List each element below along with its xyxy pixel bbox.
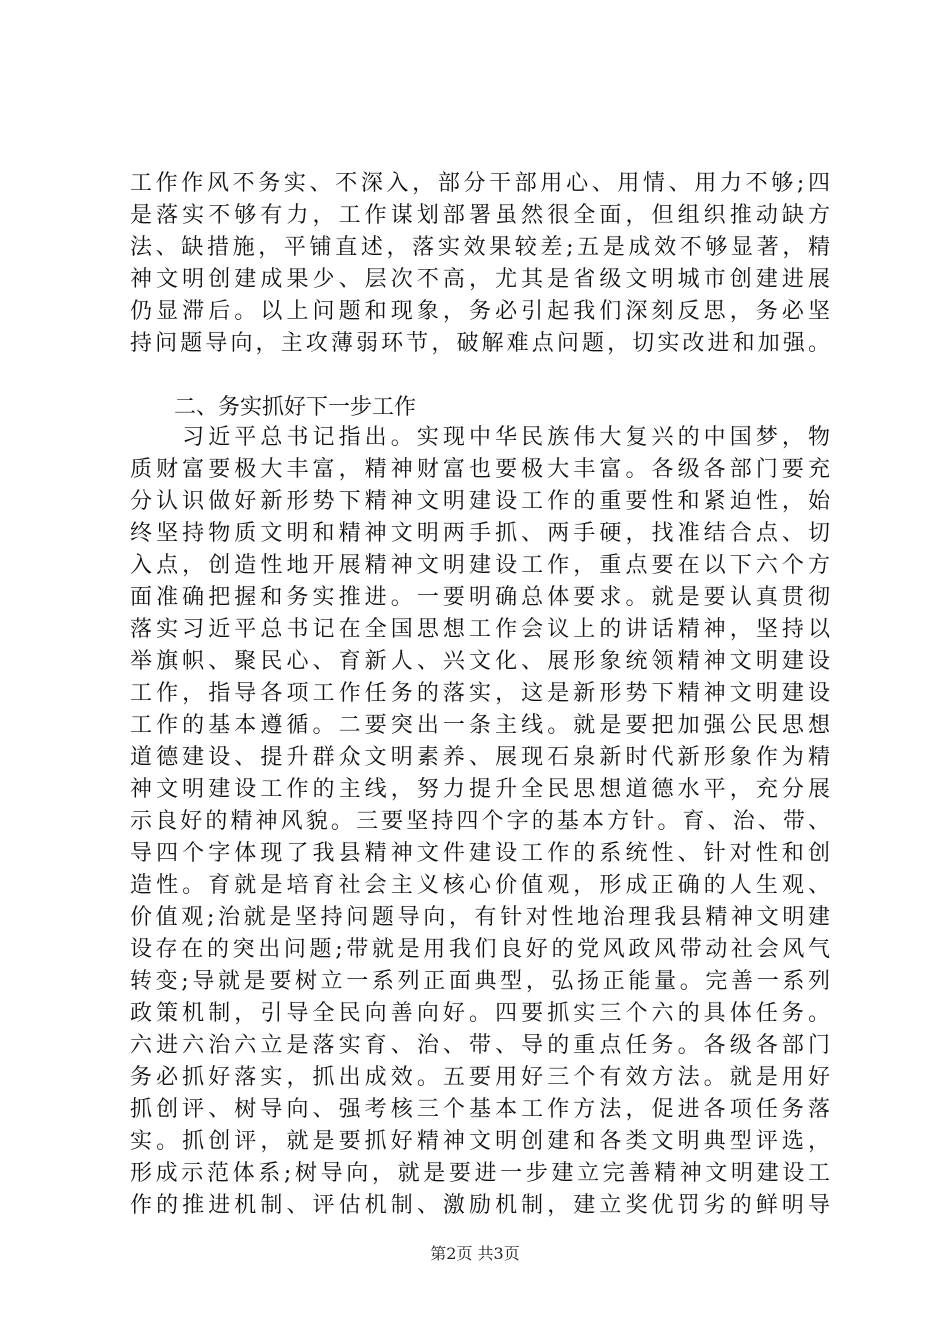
text-line: 质财富要极大丰富，精神财富也要极大丰富。各级各部门要充 [130,457,830,482]
text-line: 六进六治六立是落实育、治、带、导的重点任务。各级各部门 [130,1033,830,1058]
text-line: 法、缺措施，平铺直述，落实效果较差;五是成效不够显著，精 [130,235,830,260]
text-line: 是落实不够有力，工作谋划部署虽然很全面，但组织推动缺方 [130,203,830,228]
text-line: 工作，指导各项工作任务的落实，这是新形势下精神文明建设 [130,681,830,706]
text-line: 分认识做好新形势下精神文明建设工作的重要性和紧迫性，始 [130,489,830,514]
text-line: 终坚持物质文明和精神文明两手抓、两手硬，找准结合点、切 [130,521,830,546]
text-line: 导四个字体现了我县精神文件建设工作的系统性、针对性和创 [130,841,830,866]
text-line: 政策机制，引导全民向善向好。四要抓实三个六的具体任务。 [130,1001,830,1026]
text-line: 习近平总书记指出。实现中华民族伟大复兴的中国梦，物 [130,425,830,450]
text-line: 持问题导向，主攻薄弱环节，破解难点问题，切实改进和加强。 [130,331,830,356]
text-line: 造性。育就是培育社会主义核心价值观，形成正确的人生观、 [130,873,830,898]
text-line: 务必抓好落实，抓出成效。五要用好三个有效方法。就是用好 [130,1065,830,1090]
text-line: 落实习近平总书记在全国思想工作会议上的讲话精神，坚持以 [130,617,830,642]
text-line: 面准确把握和务实推进。一要明确总体要求。就是要认真贯彻 [130,585,830,610]
text-line: 形成示范体系;树导向，就是要进一步建立完善精神文明建设工 [130,1161,830,1186]
text-line: 转变;导就是要树立一系列正面典型，弘扬正能量。完善一系列 [130,969,830,994]
text-line: 示良好的精神风貌。三要坚持四个字的基本方针。育、治、带、 [130,809,830,834]
text-line: 神文明创建成果少、层次不高，尤其是省级文明城市创建进展 [130,267,830,292]
text-line: 神文明建设工作的主线，努力提升全民思想道德水平，充分展 [130,777,830,802]
text-line: 实。抓创评，就是要抓好精神文明创建和各类文明典型评选， [130,1129,830,1154]
text-line: 价值观;治就是坚持问题导向，有针对性地治理我县精神文明建 [130,905,830,930]
text-line: 举旗帜、聚民心、育新人、兴文化、展形象统领精神文明建设 [130,649,830,674]
text-line: 入点，创造性地开展精神文明建设工作，重点要在以下六个方 [130,553,830,578]
page-number-footer: 第2页 共3页 [430,1244,520,1263]
text-line: 工作作风不务实、不深入，部分干部用心、用情、用力不够;四 [130,171,830,196]
text-line: 道德建设、提升群众文明素养、展现石泉新时代新形象作为精 [130,745,830,770]
paragraph-continued [130,168,830,360]
text-line: 抓创评、树导向、强考核三个基本工作方法，促进各项任务落 [130,1097,830,1122]
text-line: 作的推进机制、评估机制、激励机制，建立奖优罚劣的鲜明导 [130,1193,830,1218]
text-line: 设存在的突出问题;带就是用我们良好的党风政风带动社会风气 [130,937,830,962]
paragraph-body [130,422,830,1222]
section-heading: 二、务实抓好下一步工作 [174,395,417,420]
text-line: 工作的基本遵循。二要突出一条主线。就是要把加强公民思想 [130,713,830,738]
text-line: 仍显滞后。以上问题和现象，务必引起我们深刻反思，务必坚 [130,299,830,324]
